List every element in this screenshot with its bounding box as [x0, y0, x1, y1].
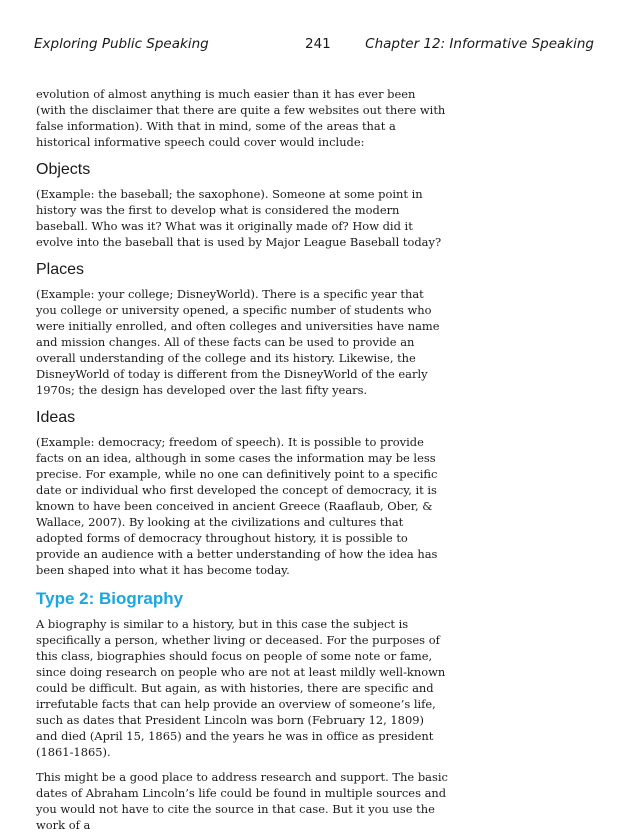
- section-heading-places: Places: [36, 261, 85, 278]
- section-text-places: (Example: your college; DisneyWorld). There is a specific year that you college or university opened, a specific number of students who were initially enrolled, and often colleges and universities have name and mission changes. All of these facts can be used to provide an overall understanding of the college and its history. Likewise, the DisneyWorld of today is different from the DisneyWorld of the early 1970s; the design has developed over the last fifty years.: [36, 287, 440, 397]
- section-text-ideas: (Example: democracy; freedom of speech). It is possible to provide facts on an idea, although in some cases the information may be less precise. For example, while no one can definitively point to a specific date or individual who first developed the concept of democracy, it is known to have been conceived in ancient Greece (Raaflaub, Ober, & Wallace, 2007). By looking at the civilizations and cultures that adopted forms of democracy throughout history, it is possible to provide an audience with a better understanding of how the idea has been shaped into what it has become today.: [36, 435, 438, 577]
- page-number: 241: [305, 36, 331, 52]
- section-heading-objects: Objects: [36, 161, 91, 178]
- intro-paragraph: evolution of almost anything is much easier than it has ever been (with the disclaimer that there are quite a few websites out there with false information). With that in mind, some of the areas that a historical informative speech could cover would include:: [36, 87, 446, 149]
- type2-heading: Type 2: Biography: [36, 589, 184, 608]
- chapter-title: Chapter 12: Informative Speaking: [365, 36, 594, 52]
- section-text-objects: (Example: the baseball; the saxophone). Someone at some point in history was the first to develop what is considered the modern baseball. Who was it? What was it originally made of? How did it evolve into the baseball that is used by Major League Baseball today?: [36, 187, 442, 249]
- biography-paragraph-2: This might be a good place to address research and support. The basic dates of Abraham Lincoln’s life could be found in multiple sources and you would not have to cite the source in that case. But it you use the work of a: [36, 770, 448, 832]
- page-body: [36, 86, 448, 833]
- section-heading-ideas: Ideas: [36, 409, 76, 426]
- biography-paragraph-1: A biography is similar to a history, but in this case the subject is specifically a person, whether living or deceased. For the purposes of this class, biographies should focus on people of some note or fame, since doing research on people who are not at least mildly well-known could be difficult. But again, as with histories, there are specific and irrefutable facts that can help provide an overview of someone’s life, such as dates that President Lincoln was born (February 12, 1809) and died (April 15, 1865) and the years he was in office as president (1861-1865).: [36, 617, 446, 759]
- book-title: Exploring Public Speaking: [34, 36, 209, 52]
- running-header: [34, 36, 594, 56]
